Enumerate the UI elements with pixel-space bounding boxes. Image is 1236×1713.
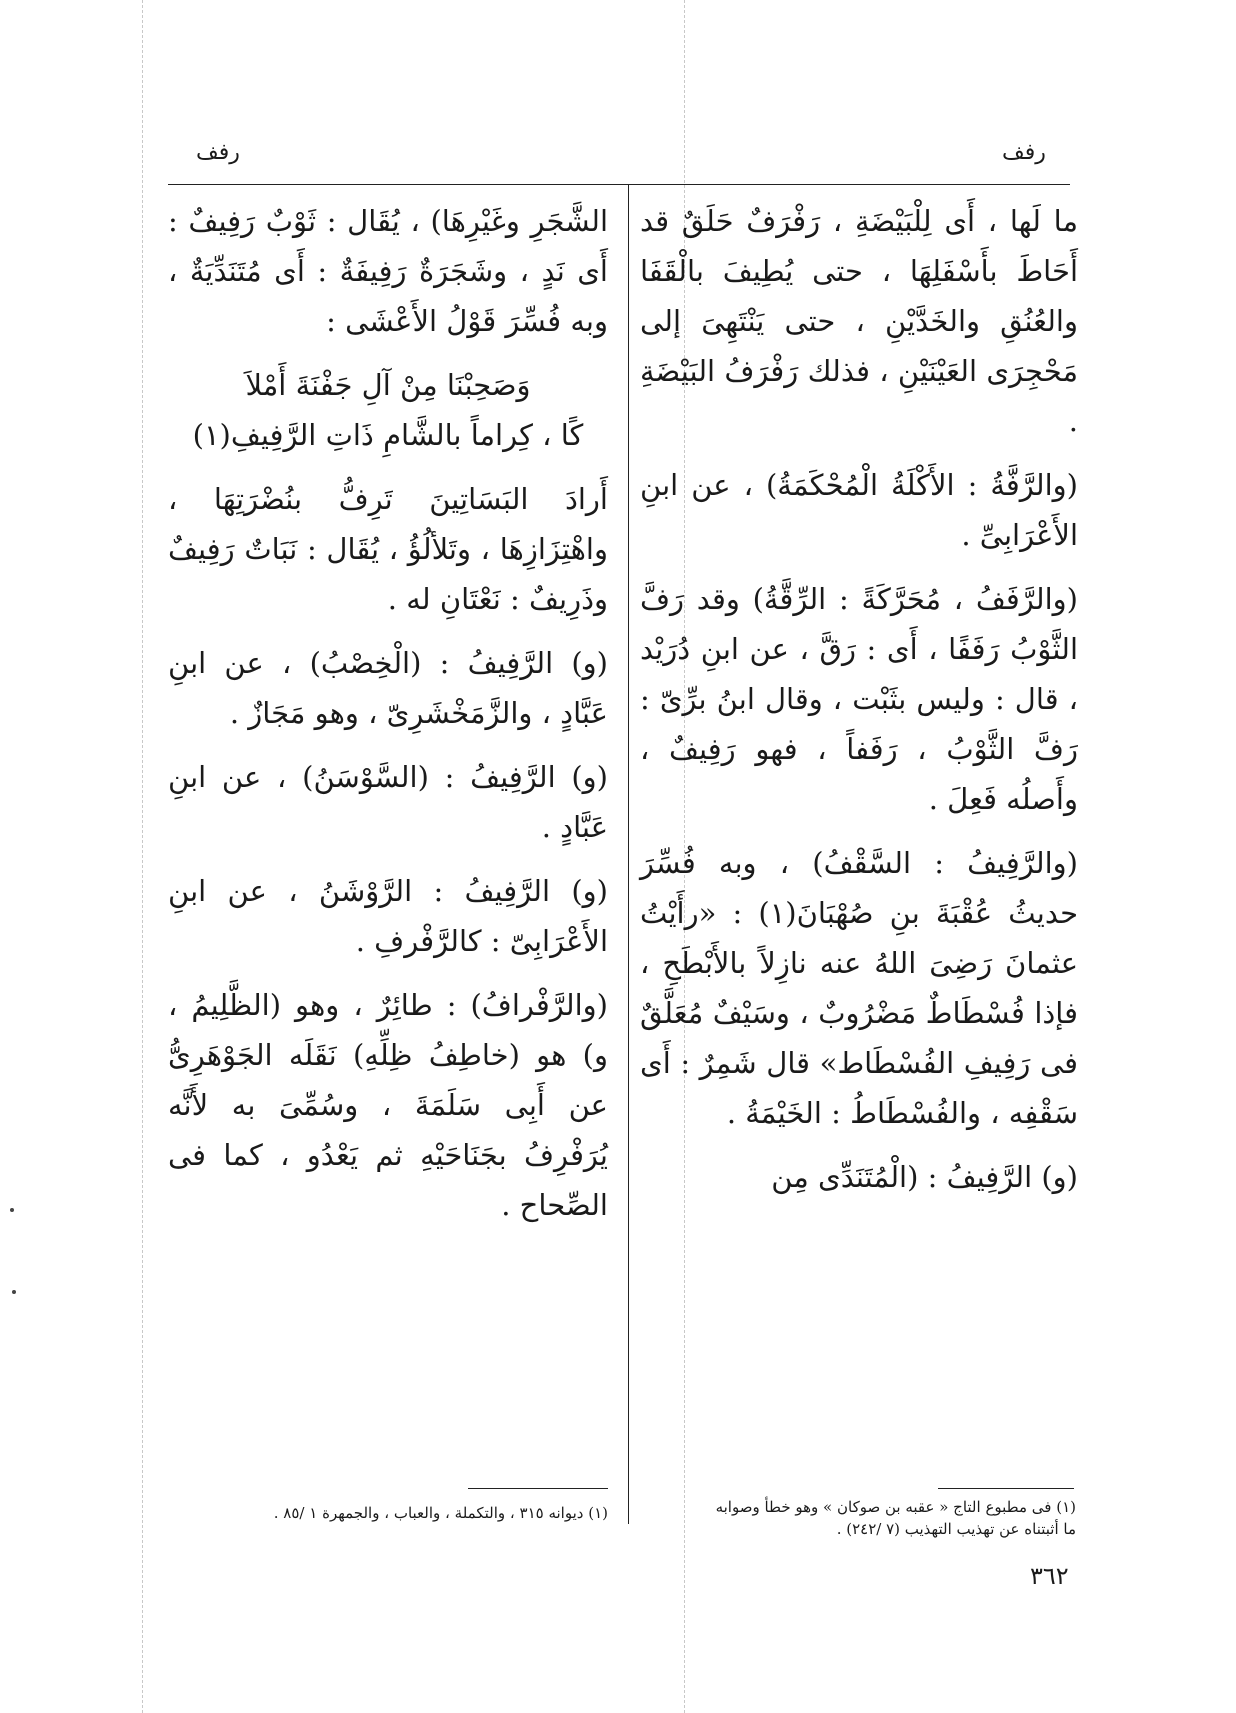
footnote-left: (١) ديوانه ٣١٥ ، والتكملة ، والعباب ، والجمهرة ١ /٨٥ . [273, 1504, 608, 1522]
entry-paragraph: (والرَّفْرافُ) : طائِرٌ ، وهو (الظَّلِيمُ ، و) هو (خاطِفُ ظِلِّهِ) نَقَلَه الجَوْهَرِىُّ عن أَبِى سَلَمَةَ ، وسُمِّىَ به لأَنَّه يُرَفْرِفُ بجَنَاحَيْهِ ثم يَعْدُو ، كما فى الصِّحاح . [168, 988, 608, 1222]
right-column [640, 196, 1078, 1202]
header-rule [168, 184, 1070, 185]
footnote-right: (١) فى مطبوع التاج « عقبه بن صوكان » وهو خطأ وصوابه ما أثبتناه عن تهذيب التهذيب (٧ /٢٤٢) . [715, 1498, 1076, 1538]
column-divider [628, 184, 629, 1524]
entry-paragraph: (و) الرَّفِيفُ : (الْخِصْبُ) ، عن ابنِ عَبَّادٍ ، والزَّمَخْشَرِىّ ، وهو مَجَازٌ . [168, 646, 608, 730]
entry-paragraph: ما لَها ، أَى لِلْبَيْضَةِ ، رَفْرَفٌ حَلَقٌ قد أَحَاطَ بأَسْفَلِهَا ، حتى يُطِيفَ بالْقَفَا والعُنُقِ والخَدَّيْنِ ، حتى يَنْتَهِىَ إلى مَحْجِرَى العَيْنَيْنِ ، فذلك رَفْرَفُ البَيْضَةِ . [640, 204, 1078, 438]
page-number: ٣٦٢ [1030, 1562, 1069, 1590]
entry-paragraph: الشَّجَرِ وغَيْرِهَا) ، يُقَال : ثَوْبٌ رَفِيفٌ : أَى نَدٍ ، وشَجَرَةٌ رَفِيفَةٌ : أَى مُتَنَدِّيَةٌ ، وبه فُسِّرَ قَوْلُ الأَعْشَى : [168, 204, 608, 338]
entry-paragraph: (و) الرَّفِيفُ : (الْمُتَنَدِّى مِن [771, 1160, 1078, 1194]
entry-paragraph: (والرَّفَّةُ : الأَكْلَةُ الْمُحْكَمَةُ) ، عن ابنِ الأَعْرَابِىِّ . [640, 468, 1078, 552]
scan-speck [12, 1290, 16, 1294]
scan-speck [10, 1208, 14, 1212]
footnote-rule [468, 1488, 608, 1489]
entry-paragraph: (و) الرَّفِيفُ : (السَّوْسَنُ) ، عن ابنِ عَبَّادٍ . [168, 760, 608, 844]
entry-paragraph: (والرَّفَفُ ، مُحَرَّكَةً : الرِّقَّةُ) وقد رَفَّ الثَّوْبُ رَفَفًا ، أَى : رَقَّ ، عن ابنِ دُرَيْد ، قال : وليس بثَبْت ، وقال ابنُ برِّىّ : رَفَّ الثَّوْبُ ، رَفَفاً ، فهو رَفِيفٌ ، وأَصلُه فَعِلَ . [640, 582, 1078, 816]
verse-line: وَصَحِبْنَا مِنْ آلِ جَفْنَةَ أَمْلاَ [245, 368, 531, 402]
entry-paragraph: (والرَّفِيفُ : السَّقْفُ) ، وبه فُسِّرَ حديثُ عُقْبَةَ بنِ صُهْبَانَ(١) : «رأَيْتُ عثمانَ رَضِىَ اللهُ عنه نازِلاً بالأَبْطَحِ ، فإذا فُسْطَاطٌ مَضْرُوبٌ ، وسَيْفٌ مُعَلَّقٌ فى رَفِيفِ الفُسْطَاط» قال شَمِرٌ : أَى سَقْفِه ، والفُسْطَاطُ : الخَيْمَةُ . [640, 846, 1079, 1130]
verse-line: كًا ، كِراماً بالشَّامِ ذَاتِ الرَّفِيفِ(١) [192, 418, 584, 452]
running-head-right: رفف [1002, 140, 1046, 165]
entry-paragraph: (و) الرَّفِيفُ : الرَّوْشَنُ ، عن ابنِ الأَعْرَابِىّ : كالرَّفْرفِ . [168, 874, 608, 958]
running-head-left: رفف [196, 140, 240, 165]
left-column [168, 196, 608, 1230]
entry-paragraph: أَرادَ البَسَاتِينَ تَرِفُّ بنُضْرَتِهَا ، واهْتِزَازِهَا ، وتَلألُؤُ ، يُقَال : نَبَاتٌ رَفِيفٌ وذَرِيفٌ : نَعْتَانِ له . [168, 482, 608, 616]
footnote-rule [938, 1488, 1074, 1489]
scan-fold-line [142, 0, 143, 1713]
